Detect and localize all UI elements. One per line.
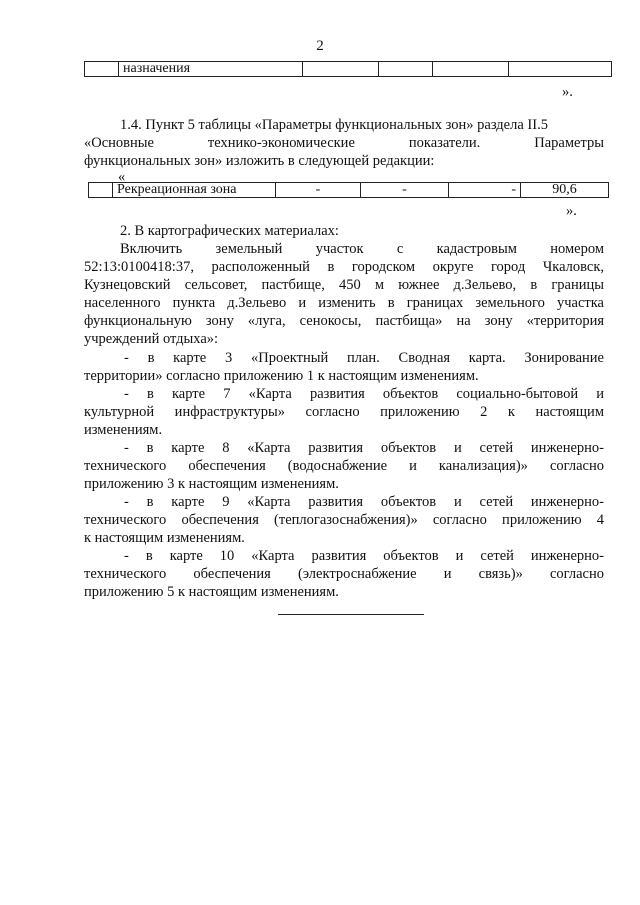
table-cell [303,62,379,77]
list-item-line: к настоящим изменениям. [84,530,245,546]
paragraph-line: 1.4. Пункт 5 таблицы «Параметры функциональных зон» раздела II.5 [120,117,548,133]
list-item-line: приложению 3 к настоящим изменениям. [84,476,339,492]
table-cell: - [449,183,521,198]
list-item-line: - в карте 7 «Карта развития объектов социально-бытовой и [124,386,604,402]
list-item-line: технического обеспечения (электроснабжение и связь)» согласно [84,566,604,582]
table-cell [379,62,433,77]
table-row [89,183,609,198]
paragraph-line: Кузнецовский сельсовет, пастбище, 450 м южнее д.Зельево, в границы [84,277,604,293]
list-item-line: - в карте 9 «Карта развития объектов и сетей инженерно- [124,494,604,510]
table-cell [85,62,119,77]
section-heading: 2. В картографических материалах: [120,223,339,239]
table-row [85,62,612,77]
paragraph-line: населенного пункта д.Зельево и изменить в границах земельного участка [84,295,604,311]
paragraph-line: 52:13:0100418:37, расположенный в городском округе город Чкаловск, [84,259,604,275]
table-cell: назначения [119,62,303,77]
paragraph-line: учреждений отдыха»: [84,331,219,347]
opening-quote: « [118,169,126,185]
paragraph-line: функциональную зону «луга, сенокосы, пастбища» на зону «территория [84,313,604,329]
closing-separator-line [278,614,424,615]
closing-quote: ». [562,84,573,100]
table-cell: - [361,183,449,198]
table-cell [433,62,509,77]
table-parameters-continuation [84,61,612,77]
table-cell [89,183,113,198]
table-cell: Рекреационная зона [113,183,276,198]
list-item-line: территории» согласно приложению 1 к настоящим изменениям. [84,368,479,384]
page-number: 2 [316,38,324,54]
paragraph-line: «Основные технико-экономические показатели. Параметры [84,135,604,151]
table-cell: - [276,183,361,198]
list-item-line: - в карте 10 «Карта развития объектов и сетей инженерно- [124,548,604,564]
list-item-line: - в карте 3 «Проектный план. Сводная карта. Зонирование [124,350,604,366]
paragraph-line: Включить земельный участок с кадастровым номером [120,241,604,257]
list-item-line: - в карте 8 «Карта развития объектов и сетей инженерно- [124,440,604,456]
list-item-line: технического обеспечения (водоснабжение и канализация)» согласно [84,458,604,474]
table-cell [509,62,612,77]
table-cell: 90,6 [521,183,609,198]
paragraph-line: функциональных зон» изложить в следующей редакции: [84,153,435,169]
list-item-line: изменениям. [84,422,163,438]
table-recreational-zone [88,182,609,198]
list-item-line: культурной инфраструктуры» согласно приложению 2 к настоящим [84,404,604,420]
list-item-line: приложению 5 к настоящим изменениям. [84,584,339,600]
list-item-line: технического обеспечения (теплогазоснабжения)» согласно приложению 4 [84,512,604,528]
closing-quote: ». [566,203,577,219]
